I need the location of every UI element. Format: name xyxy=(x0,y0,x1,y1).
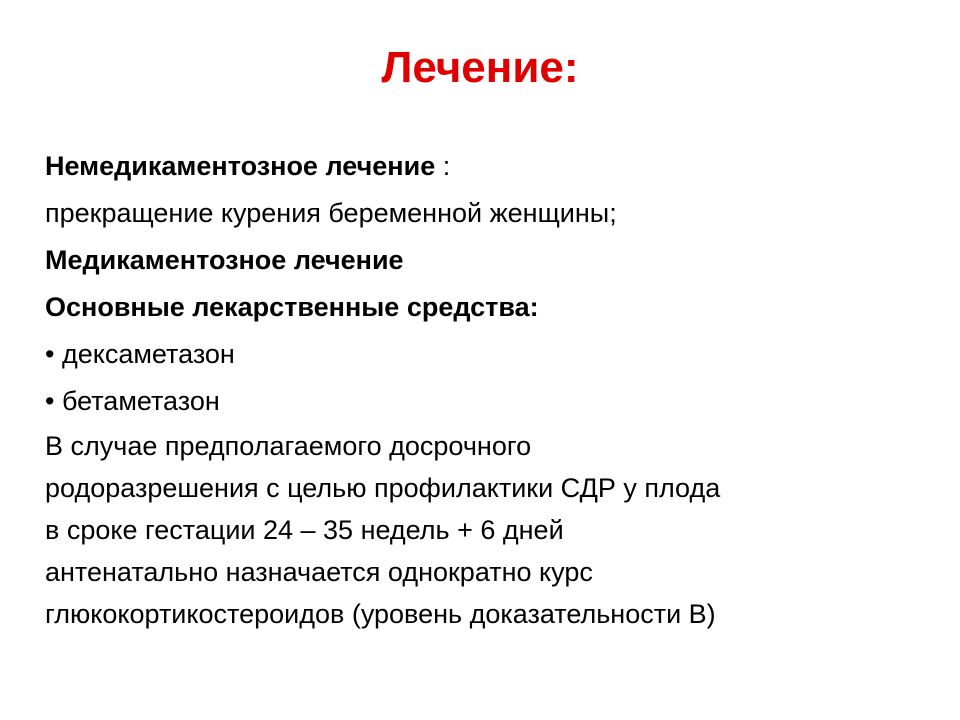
nondrug-heading: Немедикаментозное лечение xyxy=(45,151,436,181)
nondrug-heading-line xyxy=(45,143,925,190)
drug-list-item: • дексаметазон xyxy=(45,339,235,369)
slide-title: Лечение: xyxy=(381,43,579,92)
nondrug-heading-colon: : xyxy=(435,151,451,181)
note-line: антенатально назначается однократно курс xyxy=(45,557,593,587)
main-drugs-heading: Основные лекарственные средства: xyxy=(45,292,539,322)
nondrug-text: прекращение курения беременной женщины; xyxy=(45,198,617,228)
note-paragraph xyxy=(45,425,925,635)
note-line: В случае предполагаемого досрочного xyxy=(45,431,532,461)
drug-heading: Медикаментозное лечение xyxy=(45,245,404,275)
note-line: родоразрешения с целью профилактики СДР у плода xyxy=(45,473,721,503)
drug-list-item: • бетаметазон xyxy=(45,386,220,416)
note-line: глюкокортикостероидов (уровень доказательности В) xyxy=(45,599,716,629)
slide-body xyxy=(45,143,925,635)
note-line: в сроке гестации 24 – 35 недель + 6 дней xyxy=(45,515,564,545)
